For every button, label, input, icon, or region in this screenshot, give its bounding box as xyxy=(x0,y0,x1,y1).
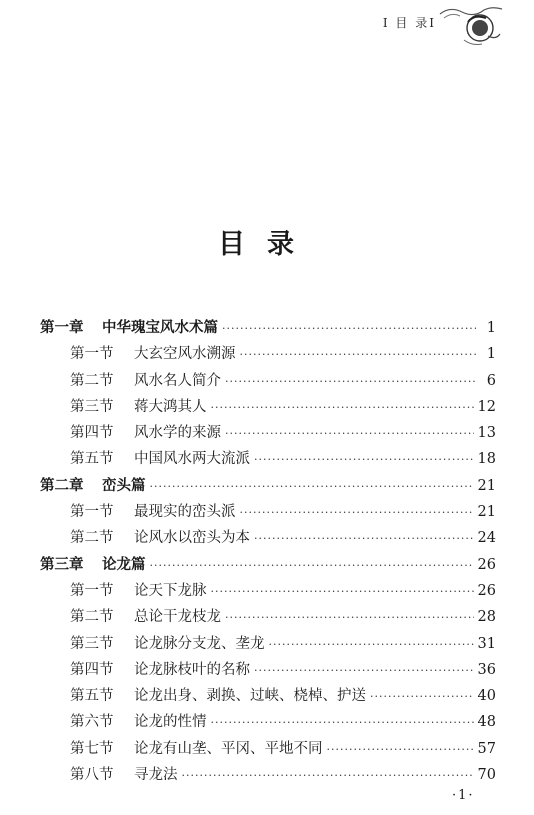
toc-dot-leader xyxy=(150,559,474,572)
toc-page-number: 24 xyxy=(477,530,496,547)
toc-dot-leader xyxy=(225,427,474,440)
toc-entry-title: 论龙的性情 xyxy=(134,714,207,731)
toc-page-number: 48 xyxy=(477,714,496,731)
toc-page-number: 57 xyxy=(477,740,496,757)
toc-dot-leader xyxy=(254,532,474,545)
toc-page-number: 21 xyxy=(477,504,496,521)
toc-dot-leader xyxy=(240,348,477,361)
toc-entry-title: 论天下龙脉 xyxy=(134,582,207,599)
toc-chapter-row xyxy=(40,316,496,342)
toc-dot-leader xyxy=(254,453,474,466)
toc-entry-number: 第二节 xyxy=(70,530,114,547)
toc-section-row xyxy=(40,395,496,421)
toc-chapter-row xyxy=(40,474,496,500)
toc-dot-leader xyxy=(254,664,474,677)
toc-page-number: 28 xyxy=(477,609,496,626)
toc-section-row xyxy=(40,605,496,631)
toc-section-row xyxy=(40,369,496,395)
toc-dot-leader xyxy=(211,716,474,729)
toc-entry-number: 第六节 xyxy=(70,714,114,731)
toc-section-row xyxy=(40,421,496,447)
toc-entry-title: 寻龙法 xyxy=(134,767,178,784)
toc-entry-number: 第三章 xyxy=(40,555,84,573)
toc-dot-leader xyxy=(182,769,474,782)
toc-entry-number: 第八节 xyxy=(70,767,114,784)
toc-section-row xyxy=(40,763,496,789)
toc-dot-leader xyxy=(269,638,474,651)
toc-entry-number: 第二节 xyxy=(70,372,114,389)
toc-entry-number: 第一章 xyxy=(40,319,84,336)
toc-entry-number: 第二章 xyxy=(40,476,84,494)
toc-entry-title: 论龙出身、剥换、过峡、桡棹、护送 xyxy=(134,688,366,705)
toc-section-row xyxy=(40,342,496,368)
toc-entry-title: 论龙有山垄、平冈、平地不同 xyxy=(134,740,323,757)
toc-dot-leader xyxy=(211,585,474,598)
toc-entry-number: 第五节 xyxy=(70,451,114,468)
toc-entry-title: 中国风水两大流派 xyxy=(134,451,250,468)
toc-entry-number: 第四节 xyxy=(70,425,114,442)
toc-section-row xyxy=(40,579,496,605)
toc-section-row xyxy=(40,658,496,684)
toc-entry-title: 峦头篇 xyxy=(102,476,146,494)
toc-entry-title: 论龙脉分支龙、垄龙 xyxy=(134,635,265,652)
toc-page-number: 12 xyxy=(477,398,496,415)
toc-entry-number: 第一节 xyxy=(70,504,114,521)
toc-dot-leader xyxy=(222,322,476,335)
toc-page-number: 70 xyxy=(477,767,496,784)
toc-entry-title: 论风水以峦头为本 xyxy=(134,530,250,547)
toc-section-row xyxy=(40,447,496,473)
toc-dot-leader xyxy=(211,401,474,414)
page-title: 目录 xyxy=(218,229,316,260)
toc-page-number: 40 xyxy=(477,688,496,705)
toc-entry-number: 第一节 xyxy=(70,582,114,599)
toc-chapter-row xyxy=(40,553,496,579)
toc-page-number: 36 xyxy=(477,661,496,678)
toc-dot-leader xyxy=(370,690,474,703)
toc-entry-title: 论龙篇 xyxy=(102,555,146,573)
toc-entry-title: 大玄空风水溯源 xyxy=(134,346,236,363)
toc-dot-leader xyxy=(225,611,474,624)
toc-dot-leader xyxy=(327,743,474,756)
toc-section-row xyxy=(40,737,496,763)
running-header: I 目 录I xyxy=(382,16,436,30)
toc-entry-title: 论龙脉枝叶的名称 xyxy=(134,661,250,678)
toc-entry-title: 总论干龙枝龙 xyxy=(134,609,221,626)
toc-entry-title: 最现实的峦头派 xyxy=(134,504,236,521)
toc-entry-title: 风水名人简介 xyxy=(134,372,221,389)
toc-page-number: 21 xyxy=(477,477,496,494)
toc-page-number: 6 xyxy=(486,372,496,389)
toc-section-row xyxy=(40,684,496,710)
toc-dot-leader xyxy=(150,480,474,493)
toc-dot-leader xyxy=(240,506,474,519)
page-number: ·1· xyxy=(452,788,475,803)
toc-entry-number: 第三节 xyxy=(70,635,114,652)
toc-page-number: 31 xyxy=(477,635,496,652)
toc-entry-number: 第五节 xyxy=(70,688,114,705)
toc-entry-number: 第四节 xyxy=(70,661,114,678)
toc-page-number: 26 xyxy=(477,556,496,573)
toc-page-number: 26 xyxy=(477,582,496,599)
toc-section-row xyxy=(40,500,496,526)
toc-entry-title: 蒋大鸿其人 xyxy=(134,398,207,415)
toc-page-number: 18 xyxy=(477,451,496,468)
toc-dot-leader xyxy=(225,375,476,388)
toc-section-row xyxy=(40,632,496,658)
toc-entry-title: 风水学的来源 xyxy=(134,425,221,442)
toc-entry-number: 第三节 xyxy=(70,398,114,415)
toc-section-row xyxy=(40,710,496,736)
landscape-ornament-icon xyxy=(438,0,504,48)
toc-entry-number: 第七节 xyxy=(70,740,114,757)
toc-entry-number: 第二节 xyxy=(70,609,114,626)
toc-entry-number: 第一节 xyxy=(70,346,114,363)
toc-entry-title: 中华瑰宝风水术篇 xyxy=(102,319,218,336)
table-of-contents xyxy=(40,316,496,789)
toc-section-row xyxy=(40,526,496,552)
toc-page-number: 13 xyxy=(477,425,496,442)
toc-page-number: 1 xyxy=(486,346,496,363)
toc-page-number: 1 xyxy=(486,320,496,336)
